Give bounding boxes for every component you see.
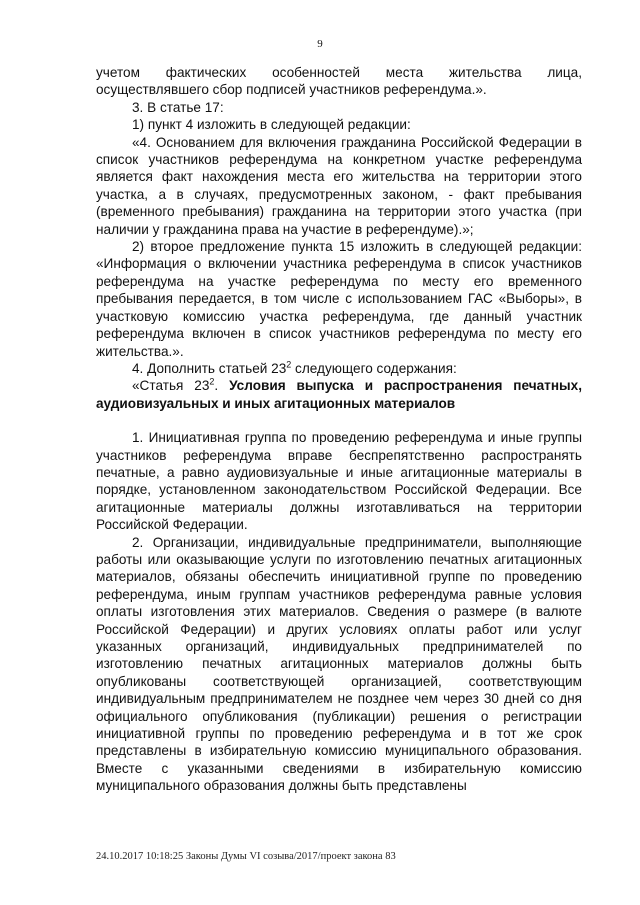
article-heading [96,377,582,412]
paragraph-item-4-text: «4. Основанием для включения гражданина Российской Федерации в список участников референдума на конкретном участке референдума является факт нахождения места его жительства на территории этого участка, а в случаях, предусмотренных законом, - факт пребывания (временного пребывания) гражданина на территории этого участка (при наличии у гражданина права на участие в референдуме).»; [96,134,582,237]
article-prefix: «Статья 23 [132,378,210,394]
article-superscript: 2 [209,376,215,387]
paragraph-add-article [96,360,582,377]
add-article-superscript: 2 [286,359,292,370]
paragraph-item-4-intro: 1) пункт 4 изложить в следующей редакции: [132,117,411,133]
article-title: Условия выпуска и распространения печатных, аудиовизуальных и иных агитационных материалов [96,378,582,411]
paragraph-continuation: учетом фактических особенностей места жительства лица, осуществлявшего сбор подписей участников референдума.». [96,65,582,98]
article-paragraph-1: 1. Инициативная группа по проведению референдума и иные группы участников референдума вправе беспрепятственно распространять печатные, а равно аудиовизуальные и иные агитационные материалы в порядке, установленном законодательством Российской Федерации. Все агитационные материалы должны изготавливаться на территории Российской Федерации. [96,430,582,533]
document-body [96,64,582,795]
article-prefix-end: . [214,378,230,394]
document-footer: 24.10.2017 10:18:25 Законы Думы VI созыва/2017/проект закона 83 [96,851,396,862]
paragraph-article-17-heading: 3. В статье 17: [132,99,224,115]
add-article-text: 4. Дополнить статьей 23 [132,360,287,376]
add-article-text-end: следующего содержания: [291,360,457,376]
article-paragraph-2: 2. Организации, индивидуальные предприниматели, выполняющие работы или оказывающие услуги по изготовлению печатных агитационных материалов, обязаны обеспечить инициативной группе по проведению референдума, иным группам участников референдума равные условия оплаты изготовления этих материалов. Сведения о размере (в валюте Российской Федерации) и других условиях оплаты работ или услуг указанных организаций, индивидуальных предпринимателей по изготовлению печатных агитационных материалов должны быть опубликованы соответствующей организацией, соответствующим индивидуальным предпринимателем не позднее чем через 30 дней со дня официального опубликования (публикации) решения о регистрации инициативной группы по проведению референдума и в тот же срок представлены в избирательную комиссию муниципального образования. Вместе с указанными сведениями в избирательную комиссию муниципального образования должны быть представлены [96,534,582,794]
page-number: 9 [317,38,323,50]
paragraph-item-15-text: 2) второе предложение пункта 15 изложить в следующей редакции: «Информация о включении участника референдума в список участников референдума на участке референдума по месту его временного пребывания передается, в том числе с использованием ГАС «Выборы», в участковую комиссию участка референдума, где данный участник референдума включен в список участников референдума по месту его жительства.». [96,239,582,359]
